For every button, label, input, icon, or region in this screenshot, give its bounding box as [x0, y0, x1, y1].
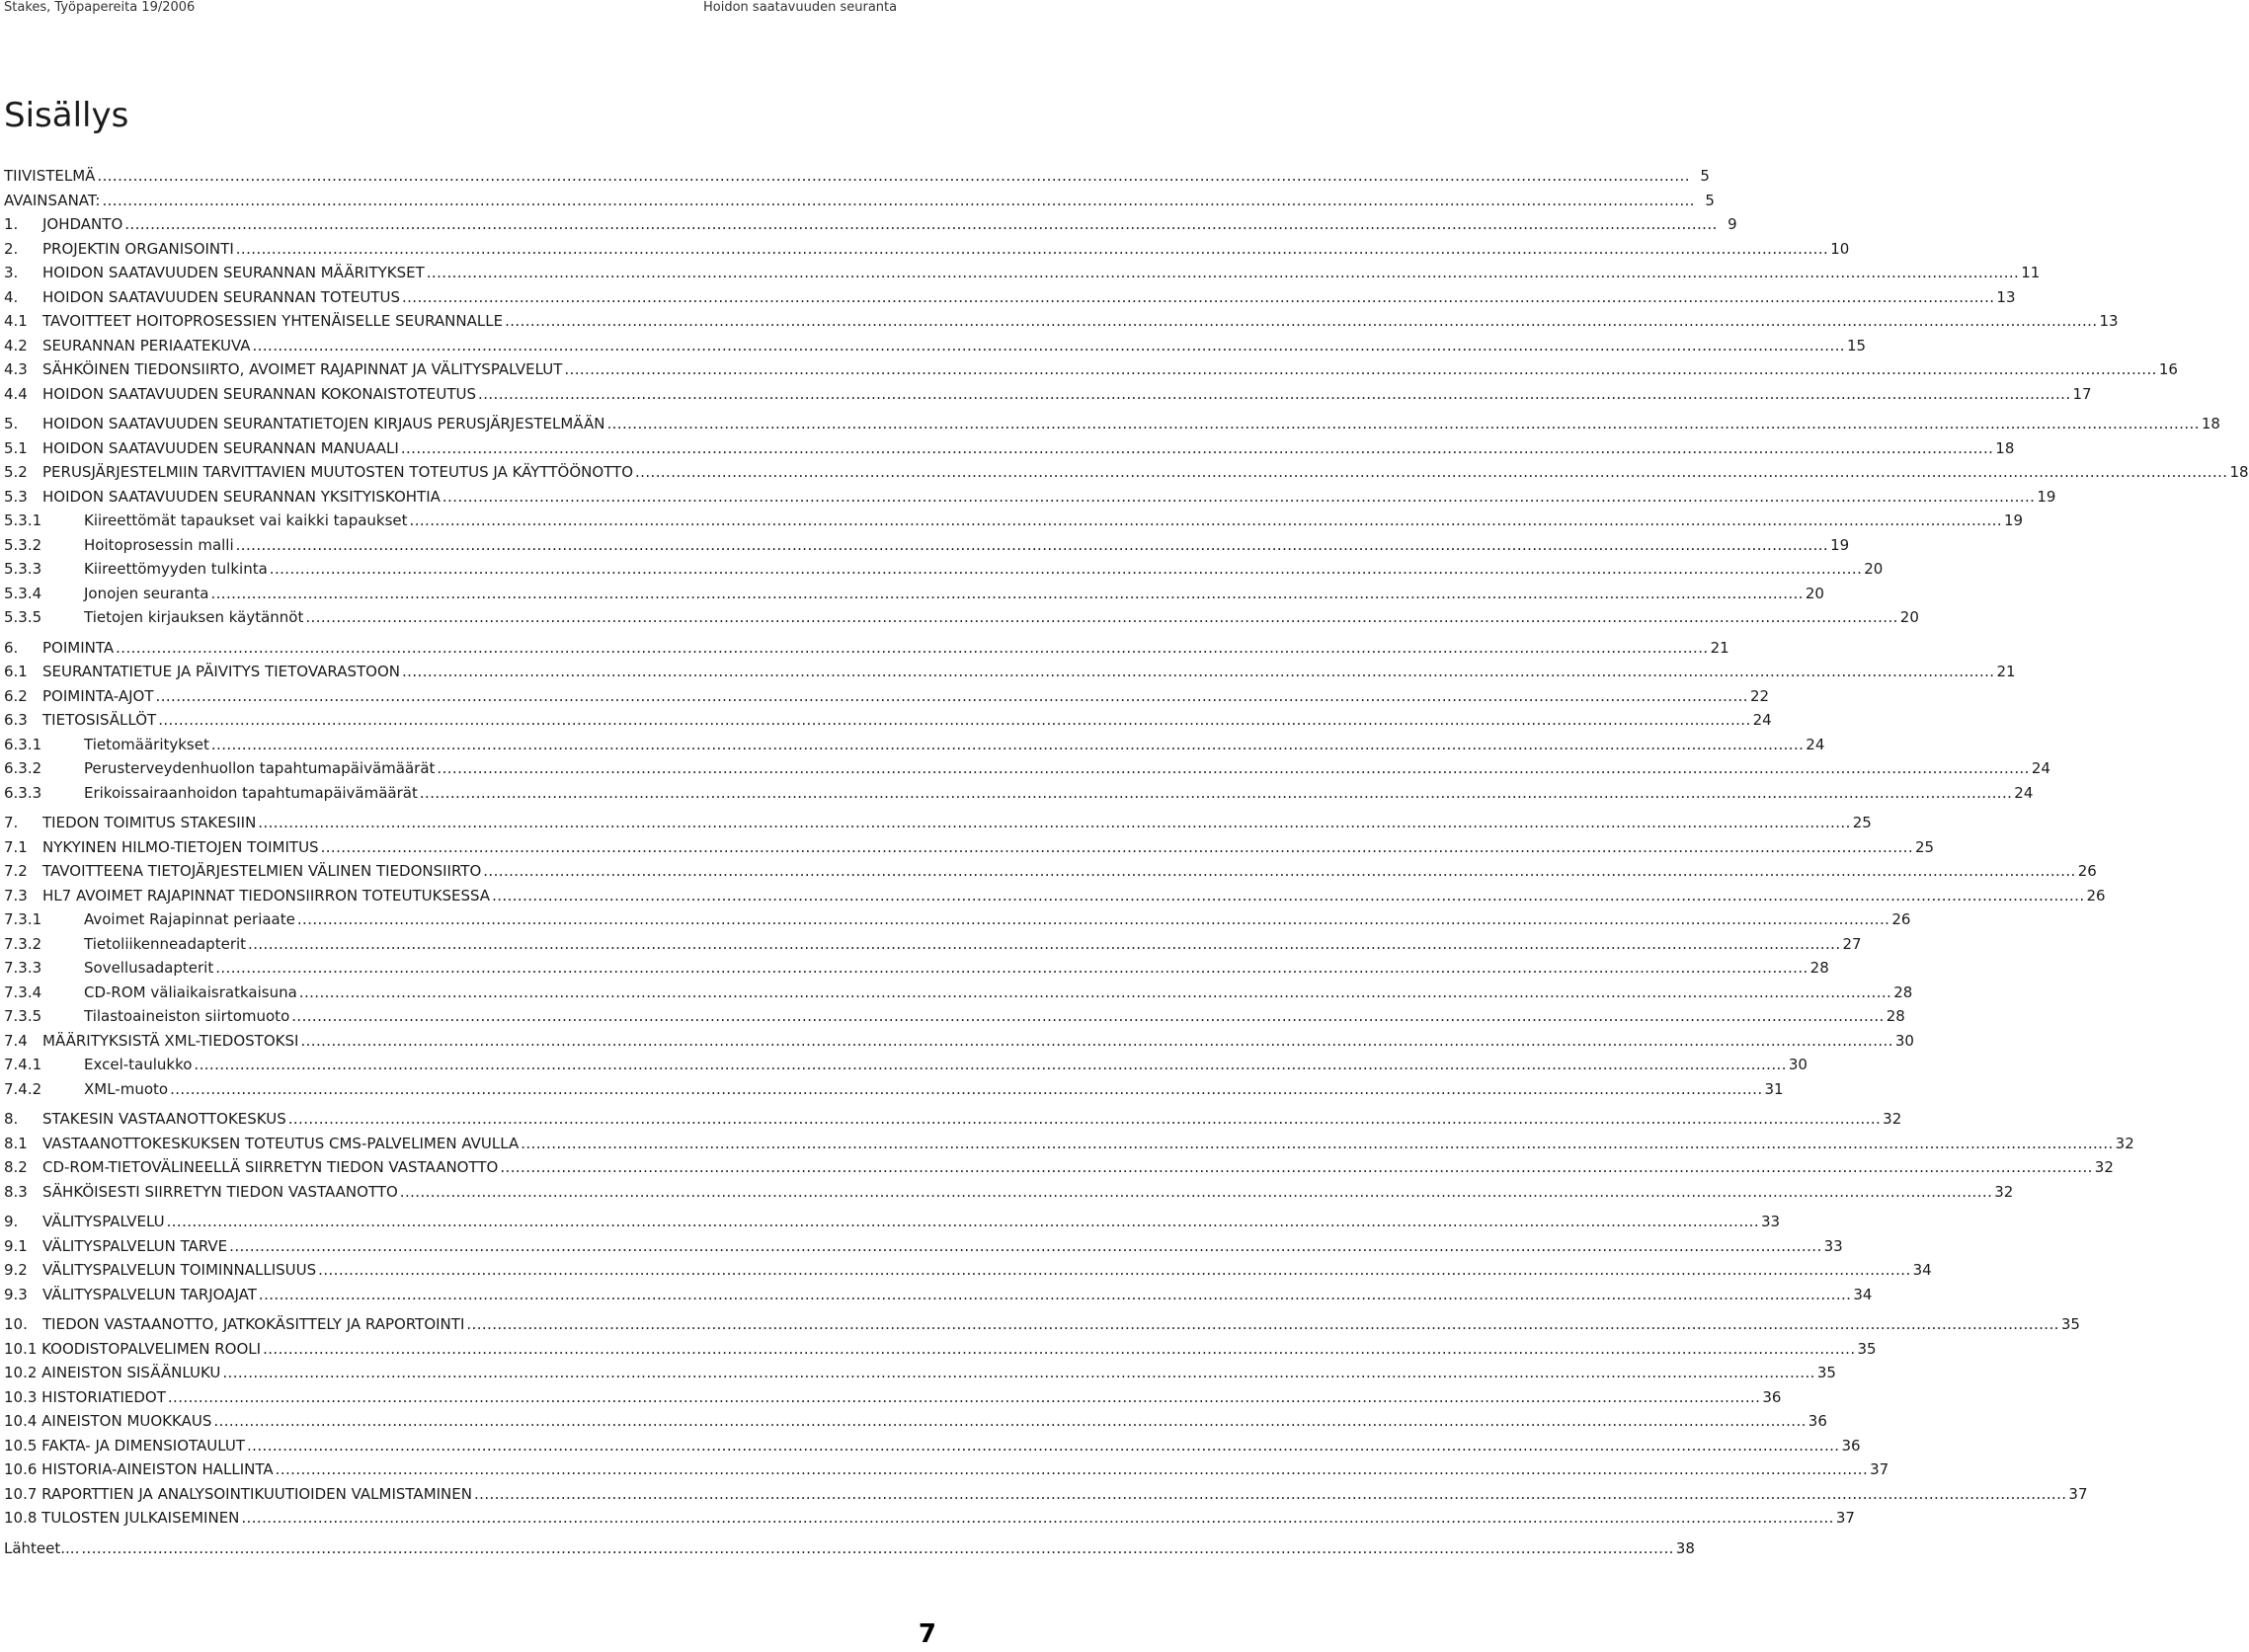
toc-entry-page: 26	[2086, 886, 2106, 905]
toc-entry-page: 24	[2014, 783, 2034, 802]
toc-entry-page: 34	[1853, 1285, 1873, 1303]
toc-entry-label: Kiireettömät tapaukset vai kaikki tapaukset	[84, 511, 408, 529]
toc-entry-label: HOIDON SAATAVUUDEN SEURANNAN KOKONAISTOTEUTUS	[42, 384, 477, 403]
page-header	[0, 0, 948, 20]
toc-entry-page: 21	[1710, 638, 1729, 657]
toc-entry-label: 10.1 KOODISTOPALVELIMEN ROOLI	[4, 1339, 262, 1358]
toc-entry-label: TIETOSISÄLLÖT	[42, 711, 157, 729]
toc-entry-label: TAVOITTEENA TIETOJÄRJESTELMIEN VÄLINEN TIEDONSIIRTO	[42, 862, 482, 880]
toc-entry-page: 16	[2158, 360, 2178, 378]
toc-entry-page: 20	[1899, 608, 1919, 626]
toc-entry[interactable]	[4, 1482, 2088, 1507]
toc-dot-leader	[400, 285, 1996, 310]
toc-entry-page: 28	[1886, 1007, 1905, 1025]
header-document-title: Hoidon saatavuuden seuranta	[703, 0, 898, 15]
toc-entry[interactable]	[4, 1312, 2080, 1337]
toc-entry-number: 8.2	[4, 1158, 28, 1176]
toc-entry[interactable]	[4, 1210, 1781, 1234]
toc-entry-number: 7.3.2	[4, 934, 42, 953]
toc-dot-leader	[519, 1132, 2115, 1156]
toc-entry-label: VÄLITYSPALVELU	[42, 1213, 165, 1230]
toc-entry-page: 26	[1891, 910, 1911, 928]
toc-entry-label: CD-ROM-TIETOVÄLINEELLÄ SIIRRETYN TIEDON VASTAANOTTO	[42, 1158, 499, 1176]
toc-entry-number: 5.3.2	[4, 535, 42, 554]
toc-entry[interactable]	[4, 1234, 1843, 1259]
toc-dot-leader	[481, 859, 2077, 884]
toc-entry[interactable]	[4, 932, 1862, 957]
toc-entry-label: 10.6 HISTORIA-AINEISTON HALLINTA	[4, 1460, 274, 1478]
toc-entry-label: 10.2 AINEISTON SISÄÄNLUKU	[4, 1364, 221, 1381]
toc-entry-page: 19	[2003, 511, 2024, 529]
toc-entry-label: Kiireettömyyden tulkinta	[84, 560, 268, 578]
toc-entry-number: 5.1	[4, 438, 28, 457]
toc-entry-number: 8.1	[4, 1134, 28, 1152]
toc-entry-number: 9.	[4, 1213, 19, 1230]
toc-entry-label: 10.3 HISTORIATIEDOT	[4, 1387, 166, 1406]
toc-dot-leader	[268, 557, 1864, 582]
toc-entry[interactable]	[4, 1004, 1905, 1029]
toc-entry-number: 4.	[4, 287, 19, 306]
toc-entry[interactable]	[4, 509, 2024, 533]
toc-entry-number: 8.	[4, 1110, 19, 1128]
toc-entry[interactable]	[4, 382, 2092, 407]
toc-entry[interactable]	[4, 1258, 1932, 1283]
toc-entry[interactable]	[4, 436, 2015, 461]
header-publication: Stakes, Työpapereita 19/2006	[4, 0, 196, 15]
toc-entry-page: 37	[1835, 1509, 1855, 1527]
toc-entry-number: 6.3.2	[4, 759, 42, 777]
toc-dot-leader	[208, 582, 1805, 606]
toc-entry-number: 6.3	[4, 711, 28, 729]
toc-dot-leader	[303, 605, 1899, 630]
toc-entry-number: 8.3	[4, 1182, 28, 1201]
toc-dot-leader	[154, 684, 1750, 709]
toc-entry-number: 7.3.3	[4, 959, 42, 977]
toc-dot-leader	[192, 1053, 1788, 1077]
toc-entry[interactable]	[4, 1385, 1782, 1410]
toc-entry-label: Sovellusadapterit	[84, 959, 214, 977]
toc-entry-number: 6.1	[4, 663, 28, 680]
toc-dot-leader	[604, 412, 2201, 436]
toc-entry-page: 19	[2037, 487, 2056, 506]
toc-entry-page: 13	[2099, 312, 2119, 330]
toc-entry-label: HL7 AVOIMET RAJAPINNAT TIEDONSIIRRON TOTEUTUKSESSA	[42, 886, 491, 905]
toc-entry-page: 31	[1764, 1079, 1784, 1098]
toc-entry[interactable]	[4, 684, 1770, 709]
toc-entry-label: AVAINSANAT:	[4, 191, 101, 209]
toc-entry[interactable]	[4, 636, 1729, 661]
toc-entry-number: 6.	[4, 638, 19, 657]
toc-entry[interactable]	[4, 1029, 1914, 1054]
toc-dot-leader	[562, 357, 2158, 382]
toc-entry-page: 26	[2077, 862, 2097, 880]
toc-entry-page: 37	[1870, 1460, 1889, 1478]
toc-dot-leader	[100, 189, 1696, 213]
toc-entry[interactable]	[4, 189, 1715, 213]
toc-dot-leader	[435, 756, 2031, 781]
toc-dot-leader	[472, 1482, 2068, 1507]
toc-entry[interactable]	[4, 533, 1850, 558]
toc-entry[interactable]	[4, 357, 2178, 382]
toc-entry-label: Avoimet Rajapinnat periaate	[84, 910, 295, 928]
toc-entry[interactable]	[4, 756, 2050, 781]
toc-entry-page: 27	[1842, 934, 1862, 953]
toc-entry-page: 28	[1893, 983, 1913, 1001]
toc-entry-label: Excel-taulukko	[84, 1056, 193, 1073]
toc-dot-leader	[399, 436, 1995, 461]
toc-entry[interactable]	[4, 1506, 1855, 1531]
toc-entry-number: 7.4	[4, 1031, 28, 1050]
toc-entry-number: 5.	[4, 415, 19, 433]
toc-entry-label: VASTAANOTTOKESKUKSEN TOTEUTUS CMS-PALVELIMEN AVULLA	[42, 1134, 520, 1152]
toc-entry-page: 30	[1788, 1056, 1807, 1073]
toc-entry-page: 24	[2031, 759, 2050, 777]
toc-entry-page: 35	[1857, 1339, 1877, 1358]
toc-entry-page: 25	[1852, 814, 1872, 831]
toc-entry[interactable]	[4, 1434, 1861, 1458]
toc-entry-page: 37	[2068, 1484, 2088, 1503]
toc-entry-page: 38	[1675, 1538, 1695, 1557]
toc-entry[interactable]	[4, 261, 2041, 285]
toc-entry-page: 13	[1996, 287, 2016, 306]
toc-dot-leader	[220, 1361, 1816, 1385]
toc-entry[interactable]	[4, 708, 1772, 733]
toc-entry[interactable]	[4, 1536, 1695, 1561]
toc-entry-label: 10.4 AINEISTON MUOKKAUS	[4, 1412, 212, 1430]
toc-entry-page: 32	[1883, 1110, 1902, 1128]
toc-entry-number: 5.3.5	[4, 608, 42, 626]
toc-dot-leader	[165, 1210, 1761, 1234]
toc-entry[interactable]	[4, 605, 1919, 630]
toc-entry[interactable]	[4, 859, 2097, 884]
toc-dot-leader	[476, 382, 2072, 407]
toc-entry-page: 5	[1705, 191, 1715, 209]
toc-entry-number: 5.3.3	[4, 560, 42, 578]
toc-dot-leader	[122, 212, 1719, 237]
toc-entry-page: 36	[1841, 1436, 1861, 1455]
toc-entry[interactable]	[4, 1283, 1873, 1307]
toc-dot-leader	[156, 708, 1752, 733]
toc-entry[interactable]	[4, 557, 1884, 582]
toc-entry-label: MÄÄRITYKSISTÄ XML-TIEDOSTOKSI	[42, 1031, 299, 1050]
toc-entry-label: Tietoliikenneadapterit	[84, 934, 247, 953]
toc-entry-number: 5.2	[4, 463, 28, 481]
toc-entry-page: 25	[1915, 837, 1935, 856]
toc-entry-number: 1.	[4, 215, 19, 233]
toc-entry-label: SEURANNAN PERIAATEKUVA	[42, 336, 251, 354]
toc-entry-label: VÄLITYSPALVELUN TARJOAJAT	[42, 1285, 257, 1303]
toc-entry[interactable]	[4, 1053, 1807, 1077]
page-title: Sisällys	[4, 96, 129, 135]
toc-entry-page: 20	[1864, 560, 1884, 578]
toc-entry[interactable]	[4, 1077, 1784, 1102]
toc-entry-label: Tietojen kirjauksen käytännöt	[84, 608, 304, 626]
toc-dot-leader	[251, 334, 1847, 358]
toc-entry[interactable]	[4, 164, 1710, 189]
toc-dot-leader	[295, 907, 1891, 932]
toc-entry-label: HOIDON SAATAVUUDEN SEURANTATIETOJEN KIRJAUS PERUSJÄRJESTELMÄÄN	[42, 415, 605, 433]
toc-dot-leader	[234, 237, 1830, 262]
toc-dot-leader	[256, 811, 1852, 835]
toc-entry[interactable]	[4, 285, 2016, 310]
toc-entry[interactable]	[4, 212, 1737, 237]
toc-entry-label: XML-muoto	[84, 1079, 169, 1098]
toc-entry-page: 11	[2021, 264, 2041, 281]
toc-entry-number: 7.3.5	[4, 1007, 42, 1025]
toc-dot-leader	[79, 1536, 1675, 1561]
toc-entry-label: POIMINTA-AJOT	[42, 686, 154, 705]
toc-entry-page: 20	[1805, 584, 1824, 602]
toc-entry-number: 7.4.2	[4, 1079, 42, 1098]
toc-entry-number: 4.4	[4, 384, 28, 403]
toc-entry-number: 7.3	[4, 886, 28, 905]
toc-entry[interactable]	[4, 956, 1829, 981]
toc-entry-number: 6.2	[4, 686, 28, 705]
toc-entry-label: TIIVISTELMÄ	[4, 167, 96, 185]
toc-entry-number: 7.3.1	[4, 910, 42, 928]
toc-entry[interactable]	[4, 1361, 1836, 1385]
toc-dot-leader	[261, 1337, 1857, 1362]
toc-dot-leader	[286, 1107, 1883, 1132]
toc-dot-leader	[227, 1234, 1823, 1259]
toc-entry-page: 9	[1727, 215, 1737, 233]
toc-entry-label: VÄLITYSPALVELUN TARVE	[42, 1236, 228, 1255]
toc-dot-leader	[234, 533, 1830, 558]
toc-entry-label: VÄLITYSPALVELUN TOIMINNALLISUUS	[42, 1261, 317, 1279]
toc-dot-leader	[239, 1506, 1835, 1531]
toc-entry[interactable]	[4, 1409, 1827, 1434]
toc-entry-page: 19	[1830, 535, 1850, 554]
toc-dot-leader	[425, 261, 2021, 285]
toc-dot-leader	[211, 1409, 1807, 1434]
toc-entry-label: Tietomääritykset	[84, 735, 209, 753]
toc-dot-leader	[274, 1457, 1870, 1482]
toc-entry-page: 18	[2201, 415, 2220, 433]
toc-entry-label: 10.5 FAKTA- JA DIMENSIOTAULUT	[4, 1436, 246, 1455]
toc-entry-label: 10.8 TULOSTEN JULKAISEMINEN	[4, 1509, 240, 1527]
toc-entry[interactable]	[4, 981, 1913, 1005]
toc-dot-leader	[418, 781, 2014, 806]
toc-dot-leader	[503, 309, 2099, 334]
toc-entry-page: 15	[1846, 336, 1867, 354]
toc-entry-page: 32	[1994, 1182, 2014, 1201]
toc-entry-number: 5.3.4	[4, 584, 42, 602]
toc-entry[interactable]	[4, 781, 2034, 806]
toc-entry-page: 33	[1761, 1213, 1781, 1230]
toc-dot-leader	[213, 956, 1809, 981]
toc-entry[interactable]	[4, 835, 1935, 860]
toc-entry-page: 35	[2060, 1315, 2080, 1333]
toc-entry[interactable]	[4, 884, 2106, 908]
toc-dot-leader	[289, 1004, 1886, 1029]
toc-entry-page: 34	[1912, 1261, 1932, 1279]
toc-dot-leader	[95, 164, 1691, 189]
table-of-contents	[4, 164, 2249, 1560]
toc-entry-label: HOIDON SAATAVUUDEN SEURANNAN YKSITYISKOHTIA	[42, 487, 441, 506]
toc-dot-leader	[441, 485, 2037, 510]
toc-entry[interactable]	[4, 309, 2119, 334]
toc-entry-page: 24	[1752, 711, 1772, 729]
toc-entry-page: 28	[1809, 959, 1829, 977]
page-number: 7	[918, 1619, 936, 1649]
toc-dot-leader	[408, 509, 2004, 533]
toc-entry-page: 35	[1816, 1364, 1836, 1381]
toc-entry[interactable]	[4, 460, 2249, 485]
toc-dot-leader	[209, 733, 1806, 757]
toc-dot-leader	[319, 835, 1915, 860]
toc-entry[interactable]	[4, 1457, 1889, 1482]
toc-entry[interactable]	[4, 485, 2056, 510]
toc-entry-label: TIEDON TOIMITUS STAKESIIN	[42, 814, 257, 831]
toc-entry-page: 33	[1823, 1236, 1843, 1255]
toc-dot-leader	[297, 981, 1893, 1005]
toc-entry-number: 7.	[4, 814, 19, 831]
toc-entry-number: 9.3	[4, 1285, 28, 1303]
toc-entry-number: 3.	[4, 264, 19, 281]
toc-entry-number: 9.2	[4, 1261, 28, 1279]
toc-entry-page: 18	[1995, 438, 2015, 457]
toc-dot-leader	[257, 1283, 1853, 1307]
toc-dot-leader	[490, 884, 2086, 908]
toc-entry-number: 4.1	[4, 312, 28, 330]
toc-entry[interactable]	[4, 334, 1867, 358]
toc-entry-page: 32	[2115, 1134, 2134, 1152]
toc-dot-leader	[464, 1312, 2060, 1337]
toc-entry-label: 10.7 RAPORTTIEN JA ANALYSOINTIKUUTIOIDEN VALMISTAMINEN	[4, 1484, 472, 1503]
toc-entry[interactable]	[4, 1132, 2134, 1156]
toc-entry-number: 9.1	[4, 1236, 28, 1255]
toc-dot-leader	[246, 932, 1842, 957]
toc-entry-page: 36	[1807, 1412, 1827, 1430]
toc-entry-number: 5.3.1	[4, 511, 42, 529]
toc-dot-leader	[168, 1077, 1764, 1102]
toc-entry-page: 18	[2229, 463, 2249, 481]
toc-entry-page: 17	[2072, 384, 2092, 403]
toc-entry-label: JOHDANTO	[42, 215, 123, 233]
toc-entry-label: STAKESIN VASTAANOTTOKESKUS	[42, 1110, 286, 1128]
toc-dot-leader	[166, 1385, 1762, 1410]
toc-entry-label: HOIDON SAATAVUUDEN SEURANNAN TOTEUTUS	[42, 287, 400, 306]
toc-entry-number: 2.	[4, 239, 19, 258]
toc-entry-label: Erikoissairaanhoidon tapahtumapäivämäärät	[84, 783, 418, 802]
toc-entry-number: 10.	[4, 1315, 28, 1333]
toc-entry-label: Lähteet....	[4, 1538, 80, 1557]
toc-dot-leader	[498, 1155, 2094, 1180]
toc-entry-label: TAVOITTEET HOITOPROSESSIEN YHTENÄISELLE SEURANNALLE	[42, 312, 504, 330]
toc-entry-label: Perusterveydenhuollon tapahtumapäivämäärät	[84, 759, 436, 777]
toc-entry[interactable]	[4, 582, 1824, 606]
toc-entry-label: NYKYINEN HILMO-TIETOJEN TOIMITUS	[42, 837, 319, 856]
toc-entry[interactable]	[4, 1107, 1902, 1132]
toc-entry-number: 7.2	[4, 862, 28, 880]
toc-entry[interactable]	[4, 1337, 1877, 1362]
toc-entry-number: 6.3.3	[4, 783, 42, 802]
toc-entry-number: 7.1	[4, 837, 28, 856]
toc-entry-label: TIEDON VASTAANOTTO, JATKOKÄSITTELY JA RAPORTOINTI	[42, 1315, 465, 1333]
toc-entry[interactable]	[4, 907, 1911, 932]
toc-entry-label: HOIDON SAATAVUUDEN SEURANNAN MANUAALI	[42, 438, 399, 457]
toc-dot-leader	[316, 1258, 1912, 1283]
toc-dot-leader	[298, 1029, 1894, 1054]
toc-entry-page: 21	[1996, 663, 2016, 680]
toc-entry[interactable]	[4, 660, 2016, 684]
toc-entry-label: POIMINTA	[42, 638, 115, 657]
toc-entry-page: 22	[1749, 686, 1770, 705]
toc-entry[interactable]	[4, 412, 2220, 436]
toc-entry-page: 30	[1894, 1031, 1914, 1050]
toc-dot-leader	[245, 1434, 1841, 1458]
toc-dot-leader	[400, 660, 1996, 684]
toc-entry-number: 4.2	[4, 336, 28, 354]
toc-dot-leader	[633, 460, 2229, 485]
toc-entry-page: 36	[1762, 1387, 1782, 1406]
toc-entry-number: 7.3.4	[4, 983, 42, 1001]
toc-entry-label: PERUSJÄRJESTELMIIN TARVITTAVIEN MUUTOSTEN TOTEUTUS JA KÄYTTÖÖNOTTO	[42, 463, 634, 481]
toc-entry-page: 10	[1830, 239, 1850, 258]
toc-entry-number: 7.4.1	[4, 1056, 42, 1073]
toc-entry-label: HOIDON SAATAVUUDEN SEURANNAN MÄÄRITYKSET	[42, 264, 425, 281]
toc-entry-label: SEURANTATIETUE JA PÄIVITYS TIETOVARASTOON	[42, 663, 401, 680]
toc-entry-label: CD-ROM väliaikaisratkaisuna	[84, 983, 297, 1001]
toc-entry-label: Tilastoaineiston siirtomuoto	[84, 1007, 290, 1025]
toc-entry[interactable]	[4, 1180, 2014, 1205]
toc-entry[interactable]	[4, 733, 1825, 757]
toc-entry-label: SÄHKÖISESTI SIIRRETYN TIEDON VASTAANOTTO	[42, 1182, 398, 1201]
toc-entry-label: Hoitoprosessin malli	[84, 535, 234, 554]
toc-entry-number: 4.3	[4, 360, 28, 378]
toc-entry-page: 24	[1806, 735, 1825, 753]
toc-entry-page: 32	[2094, 1158, 2114, 1176]
toc-entry-page: 5	[1700, 167, 1710, 185]
toc-dot-leader	[398, 1180, 1994, 1205]
toc-entry-number: 6.3.1	[4, 735, 42, 753]
toc-dot-leader	[114, 636, 1710, 661]
toc-entry-label: PROJEKTIN ORGANISOINTI	[42, 239, 234, 258]
toc-entry[interactable]	[4, 811, 1872, 835]
toc-entry-label: SÄHKÖINEN TIEDONSIIRTO, AVOIMET RAJAPINNAT JA VÄLITYSPALVELUT	[42, 360, 563, 378]
toc-entry-label: Jonojen seuranta	[84, 584, 209, 602]
toc-entry[interactable]	[4, 237, 1850, 262]
toc-entry-number: 5.3	[4, 487, 28, 506]
toc-entry[interactable]	[4, 1155, 2114, 1180]
